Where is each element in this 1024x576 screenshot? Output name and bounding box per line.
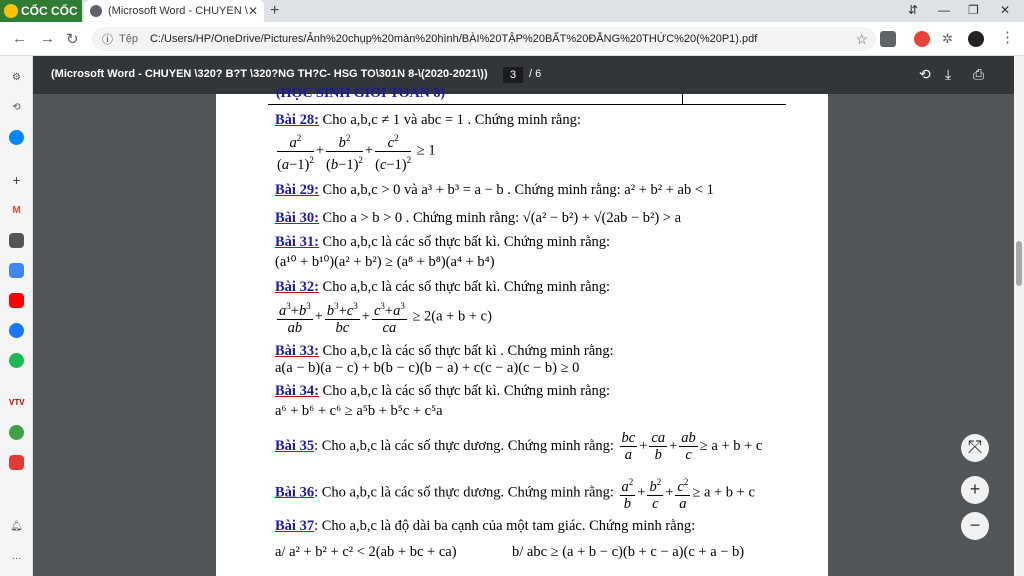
- problem-text: Cho a,b,c là các số thực bất kì. Chứng minh rằng:: [318, 383, 611, 399]
- spotify-icon[interactable]: [9, 353, 24, 368]
- app-icon[interactable]: [9, 233, 24, 248]
- back-icon[interactable]: ←: [12, 30, 27, 47]
- problem-text: Cho a,b,c là các số thực bất kì. Chứng minh rằng:: [318, 234, 611, 250]
- pdf-viewer[interactable]: [33, 86, 1014, 576]
- add-icon[interactable]: +: [12, 172, 21, 188]
- problem-text: Cho a > b > 0 . Chứng minh rằng: √(a² − b²) + √(2ab − b²) > a: [318, 210, 682, 226]
- url-prefix: Tệp: [119, 33, 138, 45]
- problem-text: Cho a,b,c là các số thực bất kì. Chứng minh rằng:: [318, 279, 611, 295]
- pdf-page: [216, 86, 828, 576]
- extensions-icon[interactable]: ✲: [942, 31, 958, 47]
- problem-label: Bài 30:: [275, 210, 319, 226]
- divider: [268, 104, 786, 105]
- messenger-icon[interactable]: [9, 130, 24, 145]
- problem-text: : Cho a,b,c là các số thực dương. Chứng minh rằng:: [314, 437, 614, 454]
- problem-label: Bài 37: [275, 518, 315, 534]
- settings-icon[interactable]: ⚙: [12, 72, 21, 83]
- zoom-in-button[interactable]: +: [961, 476, 989, 504]
- problem-label: Bài 29:: [275, 182, 319, 198]
- problem-33: [275, 343, 614, 360]
- restore-icon[interactable]: ❐: [968, 3, 979, 17]
- problem-37-part-b: b/ abc ≥ (a + b − c)(b + c − a)(c + a − b): [512, 544, 745, 560]
- page-total: / 6: [529, 68, 542, 80]
- pdf-title: (Microsoft Word - CHUYEN \320? B?T \320?NG TH?C- HSG TO\301N 8-\(2020-2021\)): [51, 68, 488, 80]
- info-icon[interactable]: ⓘ: [102, 34, 113, 46]
- problem-32: [275, 279, 610, 296]
- coccoc-logo[interactable]: [0, 0, 82, 22]
- problem-label: Bài 36: [275, 484, 315, 501]
- header-text: (HỌC SINH GIỎI TOÁN 8): [276, 86, 446, 101]
- problem-label: Bài 31:: [275, 234, 319, 250]
- active-tab[interactable]: [84, 0, 264, 22]
- page-number-input[interactable]: 3: [503, 67, 523, 83]
- pdf-toolbar: [33, 56, 1014, 94]
- forward-icon[interactable]: →: [40, 30, 55, 47]
- problem-30: [275, 210, 681, 227]
- rotate-icon[interactable]: ⟲: [919, 66, 931, 82]
- problem-label: Bài 28:: [275, 112, 319, 128]
- tiki-icon[interactable]: [9, 455, 24, 470]
- chrome-ext-icon[interactable]: [914, 31, 930, 47]
- problem-label: Bài 32:: [275, 279, 319, 295]
- menu-icon[interactable]: ⋮: [1000, 29, 1015, 46]
- print-icon[interactable]: ⎙: [973, 66, 985, 82]
- problem-text: Cho a,b,c ≠ 1 và abc = 1 . Chứng minh rằng:: [318, 112, 581, 128]
- problem-36: Bài 36: Cho a,b,c là các số thực dương. Chứng minh rằng: $\frac{a^2}{b}$ + $\frac{b^2}{c}$ + $\frac{c^2}{a}$ ≥ a + b + c: [275, 474, 755, 512]
- problem-37-part-a: a/ a² + b² + c² < 2(ab + bc + ca): [275, 544, 457, 560]
- address-bar-row: [0, 22, 1024, 56]
- problem-31: [275, 234, 610, 251]
- star-icon[interactable]: ☆: [855, 30, 868, 47]
- url-text: C:/Users/HP/OneDrive/Pictures/Ảnh%20chụp%20màn%20hình/BÀI%20TẬP%20BẤT%20ĐẲNG%20THỨC%20(%20P1).pdf: [149, 33, 758, 45]
- tab-bar: [0, 0, 1024, 22]
- problem-label: Bài 35: [275, 437, 315, 454]
- problem-text: Cho a,b,c là các số thực bất kì . Chứng minh rằng:: [318, 343, 614, 359]
- problem-28-formula: $\frac{a^2}{(a-1)^2}$ + $\frac{b^2}{(b-1)^2}$ + $\frac{c^2}{(c-1)^2}$ ≥ 1: [275, 130, 436, 173]
- app2-icon[interactable]: [9, 425, 24, 440]
- notification-icon[interactable]: 🔔︎: [10, 521, 23, 532]
- formula-tail: ≥ 2(a + b + c): [412, 308, 492, 325]
- problem-32-formula: $\frac{a^3+b^3}{ab}$ + $\frac{b^3+c^3}{bc}$ + $\frac{c^3+a^3}{ca}$ ≥ 2(a + b + c): [275, 298, 492, 336]
- problem-34-formula: a⁶ + b⁶ + c⁶ ≥ a⁵b + b⁵c + c⁵a: [275, 403, 443, 419]
- problem-35: Bài 35: Cho a,b,c là các số thực dương. Chứng minh rằng: $\frac{bc}{a}$ + $\frac{ca}{b}$ + $\frac{ab}{c}$ ≥ a + b + c: [275, 430, 763, 463]
- problem-29: [275, 182, 714, 199]
- problem-text: : Cho a,b,c là độ dài ba cạnh của một tam giác. Chứng minh rằng:: [314, 518, 696, 534]
- close-window-icon[interactable]: ✕: [1000, 3, 1011, 17]
- formula-tail: ≥ a + b + c: [699, 437, 763, 454]
- formula-tail: ≥ a + b + c: [692, 484, 755, 501]
- problem-33-formula: a(a − b)(a − c) + b(b − c)(b − a) + c(c − a)(c − b) ≥ 0: [275, 360, 580, 376]
- tab-menu-icon[interactable]: ⇵: [908, 3, 919, 17]
- problem-text: Cho a,b,c > 0 và a³ + b³ = a − b . Chứng minh rằng: a² + b² + ab < 1: [318, 182, 714, 198]
- more-icon[interactable]: …: [11, 551, 22, 562]
- close-tab-icon[interactable]: ✕: [247, 4, 258, 18]
- reload-icon[interactable]: ↻: [66, 31, 79, 48]
- divider: [682, 94, 683, 104]
- profile-avatar[interactable]: [968, 31, 984, 47]
- problem-28: [275, 112, 581, 129]
- scrollbar-thumb[interactable]: [1016, 241, 1022, 286]
- zoom-out-button[interactable]: −: [961, 512, 989, 540]
- problem-37: [275, 518, 695, 535]
- sidebar: [0, 56, 33, 576]
- youtube-icon[interactable]: [9, 293, 24, 308]
- problem-34: [275, 383, 610, 400]
- history-icon[interactable]: ⟲: [12, 102, 21, 113]
- fit-page-button[interactable]: ⤧: [961, 434, 989, 462]
- tab-title: (Microsoft Word - CHUYEN \: [108, 5, 248, 17]
- globe-icon: [90, 5, 102, 17]
- download-icon[interactable]: ⤓: [945, 66, 952, 82]
- brand-label: CỐC CỐC: [21, 4, 78, 18]
- gmail-icon[interactable]: M: [12, 205, 21, 216]
- vtv-icon[interactable]: VTV: [9, 398, 25, 407]
- problem-text: : Cho a,b,c là các số thực dương. Chứng minh rằng:: [314, 484, 614, 501]
- coccoc-icon: [4, 4, 18, 18]
- translate-icon[interactable]: [9, 263, 24, 278]
- scrollbar[interactable]: [1014, 56, 1024, 576]
- download-ext-icon[interactable]: [880, 31, 896, 47]
- problem-31-formula: (a¹⁰ + b¹⁰)(a² + b²) ≥ (a⁸ + b⁸)(a⁴ + b⁴): [275, 254, 495, 270]
- minimize-icon[interactable]: —: [938, 3, 950, 17]
- new-tab-button[interactable]: +: [270, 2, 280, 19]
- problem-label: Bài 34:: [275, 383, 319, 399]
- problem-label: Bài 33:: [275, 343, 319, 359]
- facebook-icon[interactable]: [9, 323, 24, 338]
- url-field[interactable]: [92, 27, 876, 51]
